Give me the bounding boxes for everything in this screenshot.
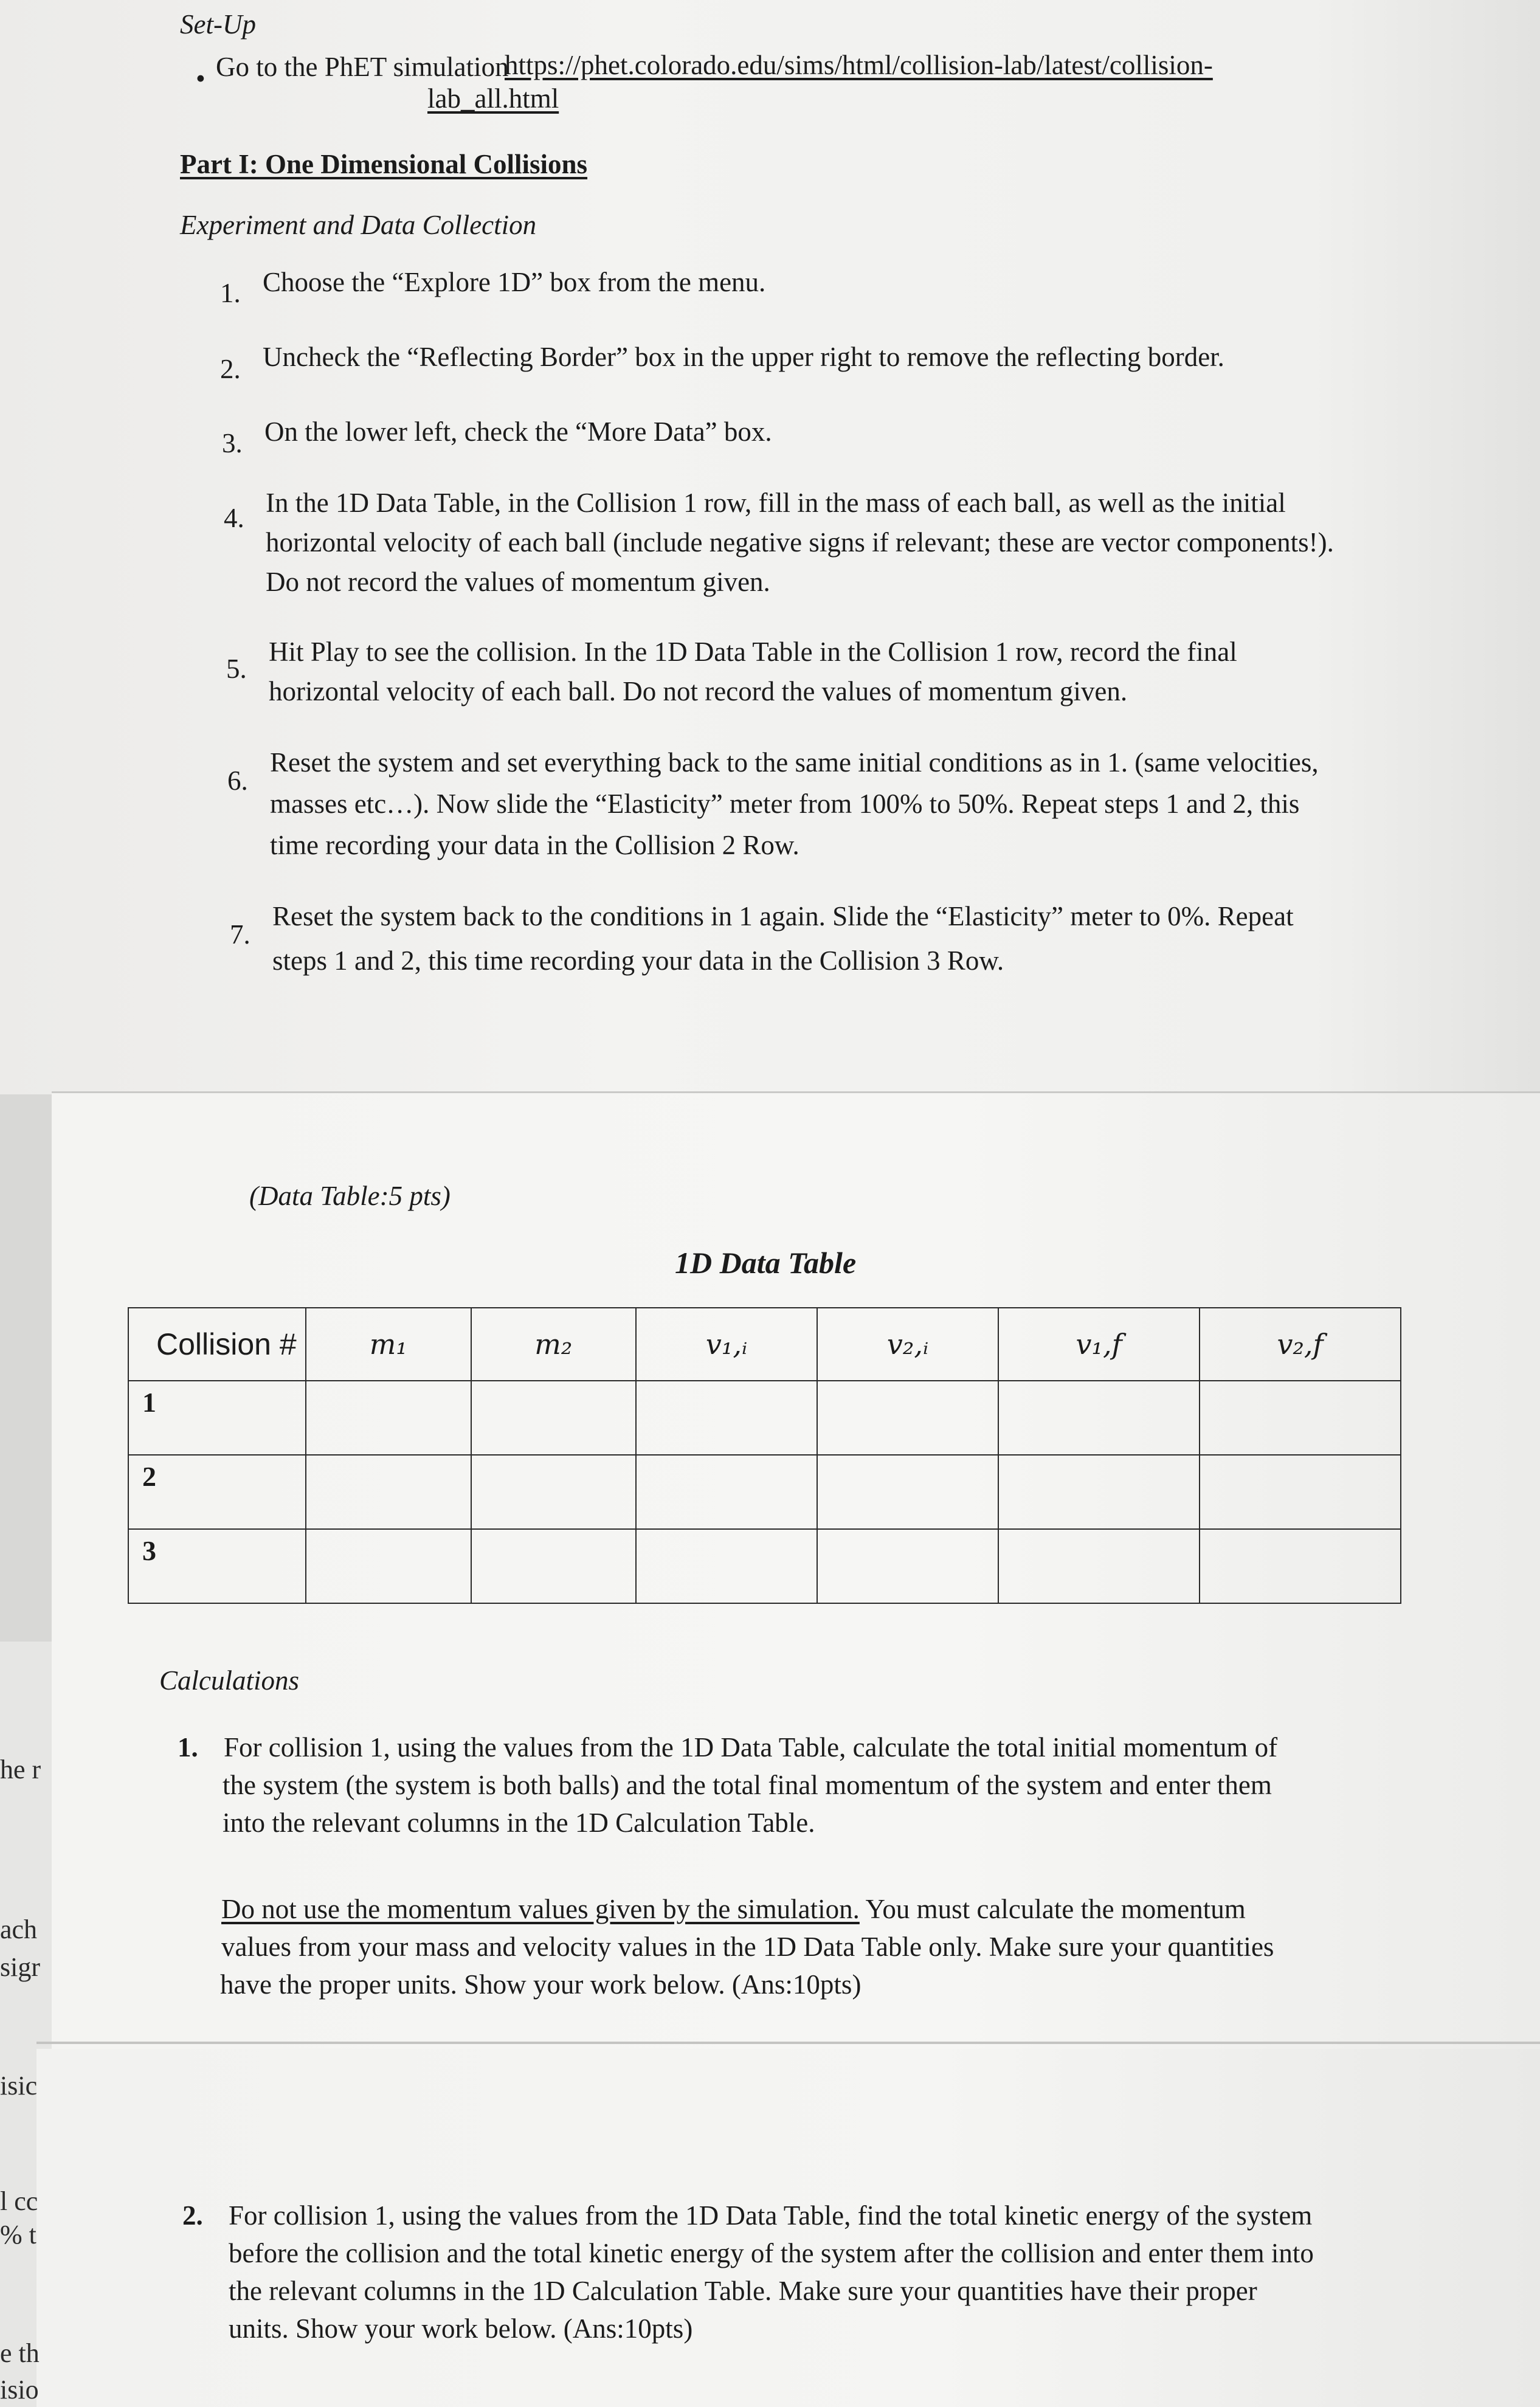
step-text: Choose the “Explore 1D” box from the menu.	[263, 267, 766, 297]
page-fold-shadow	[52, 1091, 1540, 1093]
table-cell[interactable]	[817, 1455, 998, 1529]
table-cell[interactable]	[306, 1529, 471, 1603]
step-text: On the lower left, check the “More Data” box.	[264, 416, 772, 447]
calc-item-text: the system (the system is both balls) and the total final momentum of the system and enter them	[223, 1770, 1272, 1800]
step-number: 6.	[227, 765, 248, 796]
step-text: horizontal velocity of each ball (include negative signs if relevant; these are vector components!).	[266, 527, 1334, 558]
simulation-link[interactable]: https://phet.colorado.edu/sims/html/collision-lab/latest/collision-	[505, 50, 1213, 80]
table-cell[interactable]	[636, 1455, 817, 1529]
calc-item-text: before the collision and the total kinetic energy of the system after the collision and enter them into	[229, 2238, 1314, 2268]
edge-text-fragment: l cc	[0, 2186, 38, 2216]
calc-note-line: have the proper units. Show your work below. (Ans:10pts)	[220, 1969, 862, 2000]
step-number: 3.	[222, 428, 243, 458]
edge-text-fragment: isic	[0, 2071, 38, 2101]
setup-bullet: •	[196, 63, 205, 94]
calc-item-text: For collision 1, using the values from the 1D Data Table, calculate the total initial momentum of	[224, 1732, 1278, 1763]
edge-text-fragment: he r	[0, 1755, 41, 1784]
calculations-heading: Calculations	[159, 1665, 300, 1696]
table-cell[interactable]	[471, 1529, 637, 1603]
table-cell[interactable]	[998, 1381, 1200, 1455]
column-header: m₂	[471, 1308, 637, 1381]
step-text: masses etc…). Now slide the “Elasticity” meter from 100% to 50%. Repeat steps 1 and 2, this	[270, 789, 1300, 819]
calc-item-text: into the relevant columns in the 1D Calculation Table.	[223, 1808, 815, 1838]
setup-go-text: Go to the PhET simulation	[216, 52, 509, 82]
row-label: 1	[128, 1381, 306, 1455]
edge-text-fragment: ach	[0, 1915, 38, 1944]
step-text: time recording your data in the Collision 2 Row.	[270, 830, 799, 860]
step-text: steps 1 and 2, this time recording your data in the Collision 3 Row.	[272, 945, 1004, 976]
column-header: v₂,f	[1200, 1308, 1401, 1381]
step-number: 5.	[226, 654, 247, 684]
step-number: 4.	[224, 503, 244, 533]
calc-item-number: 1.	[178, 1732, 198, 1763]
data-table-points: (Data Table:5 pts)	[249, 1181, 451, 1211]
calc-note-line: values from your mass and velocity values in the 1D Data Table only. Make sure your quantities	[221, 1932, 1274, 1962]
table-cell[interactable]	[306, 1381, 471, 1455]
table-cell[interactable]	[306, 1455, 471, 1529]
table-row	[128, 1455, 1401, 1529]
column-header: Collision #	[128, 1308, 306, 1381]
step-number: 1.	[220, 278, 241, 308]
step-text: Do not record the values of momentum given.	[266, 567, 770, 597]
data-table-title: 1D Data Table	[675, 1246, 857, 1280]
step-number: 7.	[230, 919, 250, 950]
step-text: Reset the system back to the conditions in 1 again. Slide the “Elasticity” meter to 0%. Repeat	[272, 901, 1294, 931]
calc-note-line	[221, 1890, 1246, 1929]
step-text: In the 1D Data Table, in the Collision 1 row, fill in the mass of each ball, as well as the initial	[266, 488, 1286, 518]
table-cell[interactable]	[471, 1455, 637, 1529]
edge-text-fragment: isio	[0, 2375, 39, 2405]
data-table	[128, 1307, 1401, 1604]
table-cell[interactable]	[636, 1529, 817, 1603]
table-cell[interactable]	[1200, 1455, 1401, 1529]
step-text: Uncheck the “Reflecting Border” box in the upper right to remove the reflecting border.	[263, 342, 1224, 372]
row-label: 3	[128, 1529, 306, 1603]
step-text: Hit Play to see the collision. In the 1D Data Table in the Collision 1 row, record the final	[269, 637, 1237, 667]
simulation-link-cont[interactable]: lab_all.html	[427, 83, 559, 114]
edge-text-fragment: sigr	[0, 1952, 40, 1982]
page-fold-shadow	[36, 2042, 1540, 2044]
calc-item-number: 2.	[182, 2200, 203, 2231]
calc-item-text: units. Show your work below. (Ans:10pts)	[229, 2313, 693, 2344]
step-text: Reset the system and set everything back to the same initial conditions as in 1. (same velocities,	[270, 747, 1319, 778]
table-cell[interactable]	[817, 1529, 998, 1603]
calc-item-text: the relevant columns in the 1D Calculation Table. Make sure your quantities have their proper	[229, 2276, 1257, 2306]
edge-text-fragment: e th	[0, 2338, 40, 2368]
table-row	[128, 1529, 1401, 1603]
table-cell[interactable]	[998, 1529, 1200, 1603]
table-row	[128, 1381, 1401, 1455]
part1-subtitle: Experiment and Data Collection	[180, 210, 537, 240]
table-cell[interactable]	[1200, 1529, 1401, 1603]
table-cell[interactable]	[1200, 1381, 1401, 1455]
row-label: 2	[128, 1455, 306, 1529]
table-cell[interactable]	[471, 1381, 637, 1455]
table-cell[interactable]	[998, 1455, 1200, 1529]
edge-text-fragment: % t	[0, 2220, 36, 2250]
table-cell[interactable]	[636, 1381, 817, 1455]
column-header: v₁,f	[998, 1308, 1200, 1381]
table-header-row	[128, 1308, 1401, 1381]
calc-item-text: For collision 1, using the values from the 1D Data Table, find the total kinetic energy of the system	[229, 2200, 1313, 2231]
column-header: v₁,ᵢ	[636, 1308, 817, 1381]
column-header: v₂,ᵢ	[817, 1308, 998, 1381]
setup-heading: Set-Up	[180, 9, 256, 40]
part1-title: Part I: One Dimensional Collisions	[180, 149, 588, 179]
column-header: m₁	[306, 1308, 471, 1381]
table-cell[interactable]	[817, 1381, 998, 1455]
step-text: horizontal velocity of each ball. Do not record the values of momentum given.	[269, 676, 1128, 706]
calc-note-rest: You must calculate the momentum	[859, 1894, 1246, 1924]
step-number: 2.	[220, 354, 241, 384]
calc-note-warning: Do not use the momentum values given by the simulation.	[221, 1894, 860, 1924]
